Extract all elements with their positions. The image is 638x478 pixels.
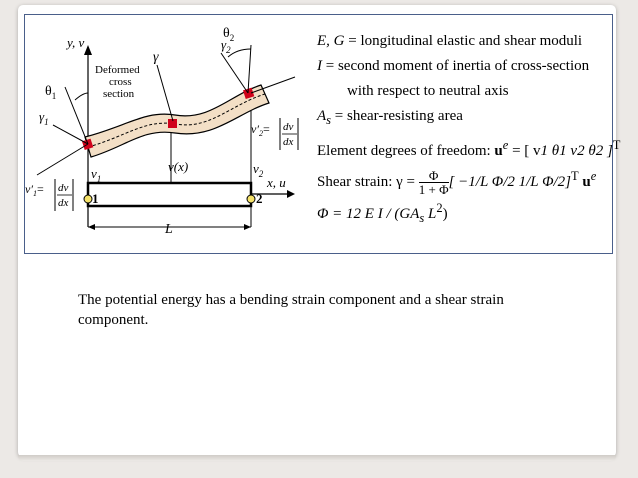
node2-circle bbox=[247, 195, 255, 203]
node1-label: 1 bbox=[92, 191, 99, 206]
legend bbox=[317, 29, 621, 231]
v1-prime-label: $v'_1=$ bbox=[25, 182, 44, 198]
gamma-mid-line bbox=[157, 65, 173, 121]
length-arrow-right bbox=[244, 224, 251, 230]
caption: The potential energy has a bending strain component and a shear strain component. bbox=[78, 292, 504, 328]
legend-line-moduli: E, G = longitudinal elastic and shear moduli bbox=[317, 33, 583, 49]
length-arrow-left bbox=[88, 224, 95, 230]
v2-dx: dx bbox=[283, 136, 294, 148]
shear-fraction: $\frac{\Phi}{1 + \Phi}$ bbox=[418, 168, 449, 198]
theta2-ref bbox=[248, 45, 251, 93]
theta1-label: $\theta_1$ bbox=[45, 84, 57, 101]
gamma1-label: $\gamma_1$ bbox=[39, 109, 49, 127]
v1-label: $v_1$ bbox=[91, 166, 102, 184]
y-v-label: y, v bbox=[67, 35, 85, 50]
legend-line-axis: with respect to neutral axis bbox=[347, 83, 509, 99]
v1-dv: dv bbox=[58, 182, 69, 194]
v-of-x-label: v(x) bbox=[168, 159, 189, 174]
slide-shadow bbox=[18, 455, 616, 461]
theta2-arc bbox=[228, 49, 251, 57]
x-u-label: x, u bbox=[267, 175, 286, 190]
gamma-label: γ bbox=[153, 50, 159, 65]
deformed-label-3: section bbox=[103, 88, 135, 100]
node2-label: 2 bbox=[256, 191, 263, 206]
node1-circle bbox=[84, 195, 92, 203]
beam-diagram bbox=[25, 15, 312, 253]
undeformed-beam bbox=[88, 183, 251, 206]
theta2-line bbox=[221, 53, 248, 93]
theta1-line bbox=[65, 87, 88, 144]
deformed-label-1: Deformed bbox=[95, 64, 140, 76]
theta1-arc bbox=[75, 93, 88, 100]
figure-frame bbox=[24, 14, 621, 254]
v2-label: $v_2$ bbox=[253, 161, 264, 179]
gamma2-label: $\gamma_2$ bbox=[221, 37, 231, 55]
legend-line-area: $A_s$ = shear-resisting area bbox=[317, 108, 463, 127]
legend-line-dof: Element degrees of freedom: $u^e$ = [ v1 θ1 v2 θ2 ]$^T$ bbox=[317, 138, 621, 159]
v2-prime-label: $v'_2=$ bbox=[251, 122, 270, 138]
legend-line-shear: Shear strain: γ = $\frac{\Phi}{1 + \Phi}$ [ −1/L Φ/2 1/L Φ/2]$^T$ $u^e$ bbox=[317, 168, 597, 198]
theta2-label: $\theta_2$ bbox=[223, 26, 235, 43]
slope2-line bbox=[251, 77, 295, 93]
v1-dx: dx bbox=[58, 197, 69, 209]
slope1-line bbox=[37, 144, 88, 175]
deformed-label-2: cross bbox=[109, 76, 132, 88]
y-axis-arrowhead bbox=[84, 45, 92, 55]
legend-line-phi: Φ = 12 E I / ($GA_s$ $L^2$) bbox=[317, 201, 448, 226]
gamma1-line bbox=[53, 125, 88, 144]
x-axis-arrowhead bbox=[287, 190, 295, 198]
length-label: L bbox=[165, 222, 173, 237]
v2-dv: dv bbox=[283, 121, 294, 133]
legend-line-inertia: I = second moment of inertia of cross-section bbox=[317, 58, 590, 74]
